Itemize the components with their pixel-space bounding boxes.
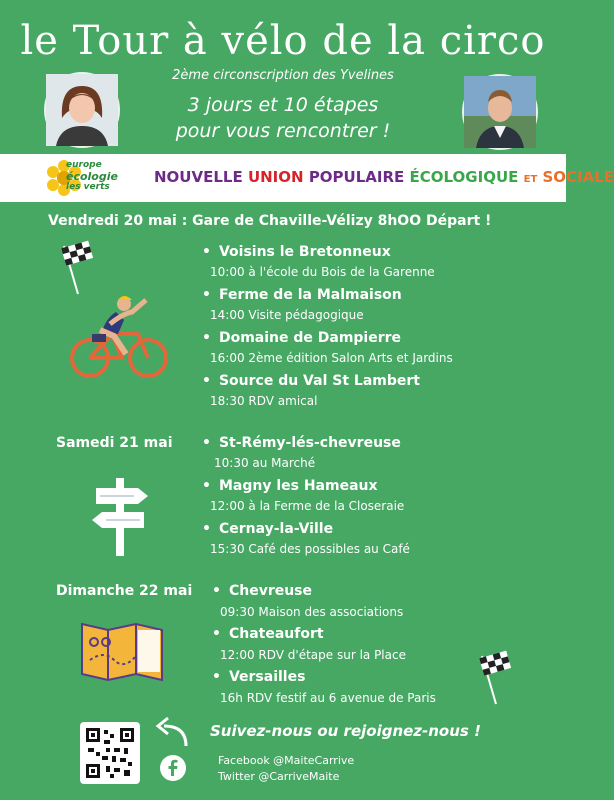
checkered-flag-icon (58, 240, 98, 296)
twitter-handle[interactable]: Twitter @CarriveMaite (218, 770, 340, 783)
stop-name: Magny les Hameaux (218, 478, 378, 494)
bullet: • (202, 478, 211, 494)
facebook-icon[interactable] (160, 755, 186, 781)
stop-detail: 18:30 RDV amical (210, 394, 318, 408)
bullet: • (202, 287, 211, 303)
stop-magny (202, 478, 378, 494)
nupes-word-union: UNION (247, 168, 304, 186)
stop-detail: 15:30 Café des possibles au Café (210, 542, 410, 556)
stop-name: Chateaufort (228, 626, 324, 642)
poster-subtitle: 2ème circonscription des Yvelines (172, 68, 394, 83)
stop-detail: 16h RDV festif au 6 avenue de Paris (220, 691, 436, 705)
stop-name: Voisins le Bretonneux (218, 244, 391, 260)
stop-detail: 12:00 RDV d'étape sur la Place (220, 648, 406, 662)
tagline-line2: pour vous rencontrer ! (175, 120, 391, 142)
eelv-logo-text (66, 160, 118, 193)
bullet: • (202, 521, 211, 537)
stop-name: St-Rémy-lés-chevreuse (218, 435, 401, 451)
stop-detail: 09:30 Maison des associations (220, 605, 404, 619)
tagline-line1: 3 jours et 10 étapes (187, 94, 379, 116)
qr-code[interactable] (80, 722, 140, 784)
eelv-line3: les verts (66, 182, 110, 192)
stop-versailles (212, 669, 305, 685)
day-2-title: Samedi 21 mai (56, 435, 173, 451)
bullet: • (212, 583, 221, 599)
stop-name: Source du Val St Lambert (218, 373, 420, 389)
nupes-logo-text (154, 168, 614, 186)
stop-name: Chevreuse (228, 583, 313, 599)
eelv-logo (44, 158, 134, 198)
stop-name: Ferme de la Malmaison (218, 287, 402, 303)
nupes-word-populaire: POPULAIRE (308, 168, 405, 186)
stop-detail: 12:00 à la Ferme de la Closeraie (210, 499, 405, 513)
bullet: • (212, 669, 221, 685)
cyclist-illustration (66, 290, 170, 382)
follow-us-heading: Suivez-nous ou rejoignez-nous ! (210, 722, 481, 740)
nupes-word-ecologique: ÉCOLOGIQUE (409, 168, 519, 186)
bullet: • (202, 373, 211, 389)
bullet: • (202, 244, 211, 260)
eelv-line2: écologie (66, 170, 118, 183)
poster-title: le Tour à vélo de la circo (20, 18, 546, 64)
day-3-title: Dimanche 22 mai (56, 583, 193, 599)
nupes-word-sociale: SOCIALE (542, 168, 614, 186)
stop-malmaison (202, 287, 402, 303)
stop-val-st-lambert (202, 373, 420, 389)
eelv-line1: europe (66, 160, 102, 170)
map-illustration (80, 620, 164, 684)
curved-arrow-icon (152, 714, 192, 748)
tagline (120, 92, 446, 144)
stop-detail: 16:00 2ème édition Salon Arts et Jardins (210, 351, 453, 365)
stop-name: Domaine de Dampierre (218, 330, 402, 346)
stop-name: Versailles (228, 669, 306, 685)
stop-st-remy (202, 435, 401, 451)
checkered-flag-icon (476, 650, 516, 706)
bullet: • (212, 626, 221, 642)
bullet: • (202, 330, 211, 346)
stop-detail: 10:00 à l'école du Bois de la Garenne (210, 265, 435, 279)
stop-chevreuse (212, 583, 312, 599)
signpost-illustration (86, 474, 156, 558)
stop-chateaufort (212, 626, 324, 642)
facebook-handle[interactable]: Facebook @MaiteCarrive (218, 754, 355, 767)
stop-detail: 14:00 Visite pédagogique (210, 308, 364, 322)
stop-cernay (202, 521, 333, 537)
nupes-word-nouvelle: NOUVELLE (154, 168, 243, 186)
stop-name: Cernay-la-Ville (218, 521, 334, 537)
day-1-title: Vendredi 20 mai : Gare de Chaville-Vélizy 8hOO Départ ! (48, 213, 492, 229)
candidate-photo-right (462, 74, 538, 150)
stop-dampierre (202, 330, 401, 346)
nupes-word-et: ET (523, 174, 538, 185)
stop-detail: 10:30 au Marché (214, 456, 316, 470)
stop-voisins (202, 244, 391, 260)
candidate-photo-left (44, 72, 120, 148)
bullet: • (202, 435, 211, 451)
